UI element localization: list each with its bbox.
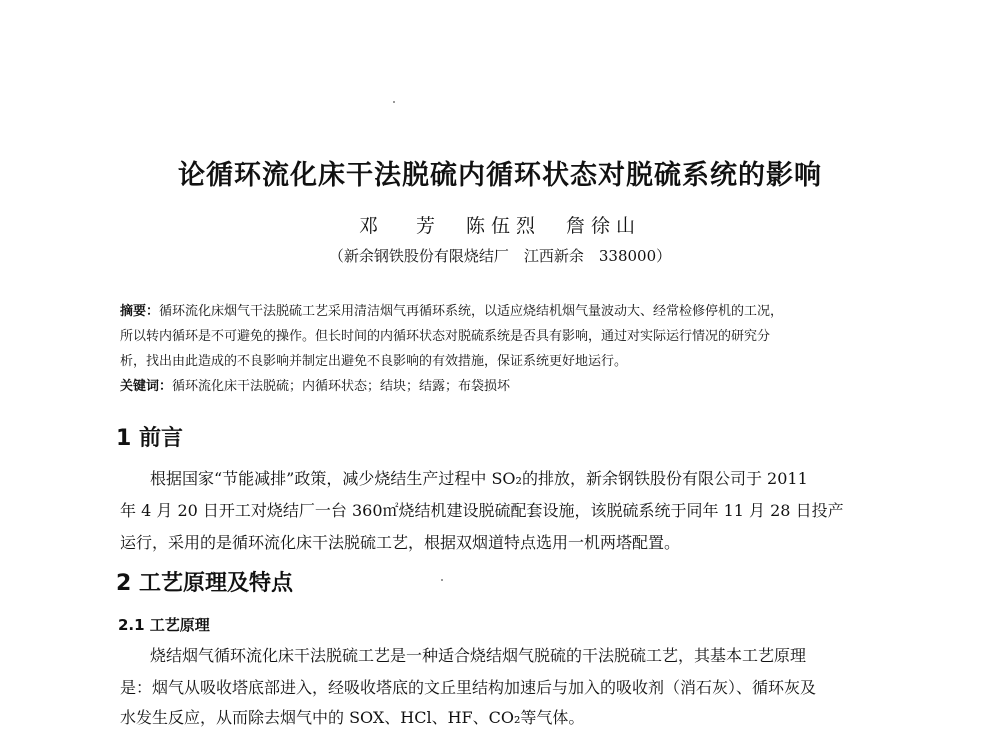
- paragraph-line: 根据国家“节能减排”政策，减少烧结生产过程中 SO₂的排放，新余钢铁股份有限公司于 2011: [150, 469, 808, 488]
- affiliation: （新余钢铁股份有限烧结厂 江西新余 338000）: [328, 247, 672, 265]
- section-heading-process: 2 工艺原理及特点: [116, 571, 293, 596]
- abstract-line: 摘要：循环流化床烟气干法脱硫工艺采用清洁烟气再循环系统，以适应烧结机烟气量波动大、经常检修停机的工况，: [120, 304, 784, 319]
- abstract-line: 析，找出由此造成的不良影响并制定出避免不良影响的有效措施，保证系统更好地运行。: [120, 354, 628, 369]
- keywords-label: 关键词：: [120, 379, 173, 394]
- scan-speck: [441, 579, 443, 581]
- abstract: [120, 299, 880, 399]
- keywords-line: [120, 374, 880, 399]
- section-heading-intro: 1 前言: [116, 426, 183, 451]
- paragraph-line: 运行，采用的是循环流化床干法脱硫工艺，根据双烟道特点选用一机两塔配置。: [120, 533, 681, 552]
- keywords-text: 循环流化床干法脱硫；内循环状态；结块；结露；布袋损坏: [172, 379, 511, 394]
- paper-title: 论循环流化床干法脱硫内循环状态对脱硫系统的影响: [178, 160, 822, 191]
- scan-speck: [393, 101, 395, 103]
- abstract-label: 摘要：: [120, 304, 160, 319]
- paragraph-line: 年 4 月 20 日开工对烧结厂一台 360㎡烧结机建设脱硫配套设施，该脱硫系统于同年 11 月 28 日投产: [120, 501, 844, 520]
- abstract-line: 所以转内循环是不可避免的操作。但长时间的内循环状态对脱硫系统是否具有影响，通过对实际运行情况的研究分: [120, 329, 771, 344]
- subsection-heading: 2.1 工艺原理: [118, 616, 210, 634]
- paragraph-line: 烧结烟气循环流化床干法脱硫工艺是一种适合烧结烟气脱硫的干法脱硫工艺，其基本工艺原理: [150, 646, 807, 665]
- paragraph-line: 水发生反应，从而除去烟气中的 SOX、HCl、HF、CO₂等气体。: [120, 708, 585, 727]
- author-list: 邓 芳 陈伍烈 詹徐山: [358, 215, 642, 237]
- paragraph-line: 是：烟气从吸收塔底部进入，经吸收塔底的文丘里结构加速后与加入的吸收剂（消石灰）、循环灰及: [120, 678, 817, 697]
